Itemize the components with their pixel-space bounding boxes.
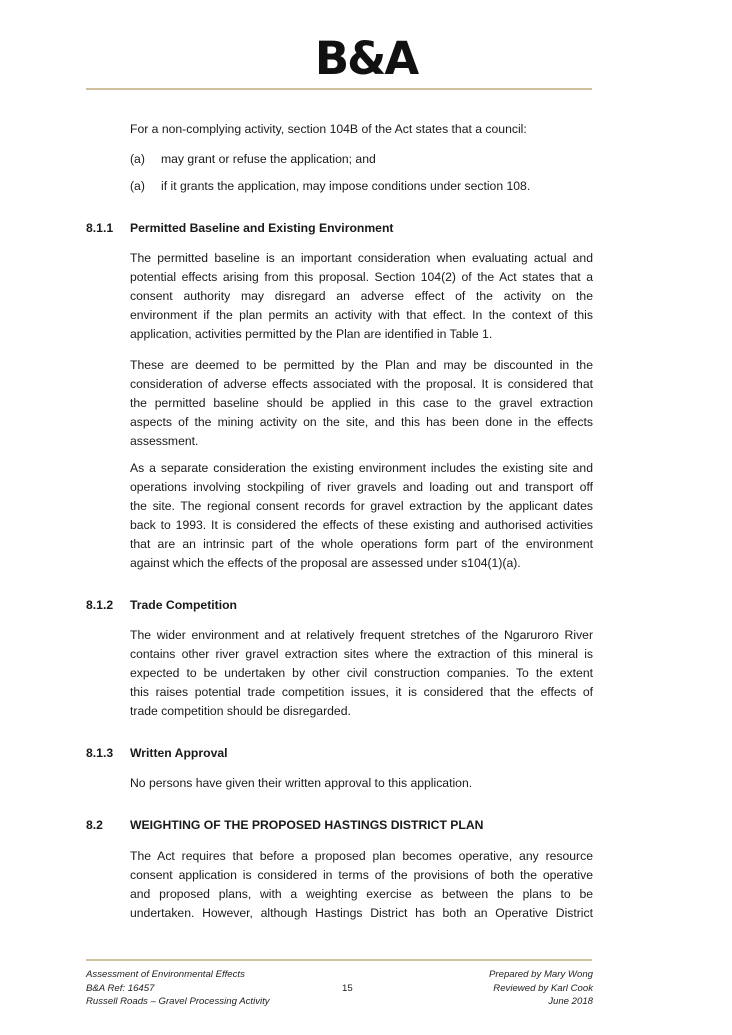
page-number: 15 (342, 983, 353, 994)
footer-left (86, 968, 270, 1009)
section-number: 8.1.3 (86, 746, 114, 760)
text-line: and proposed plans, with a weighting exercise as between the plans to be (130, 887, 593, 901)
section-number: 8.1.2 (86, 598, 114, 612)
paragraph (130, 847, 593, 923)
text-line: These are deemed to be permitted by the Plan and may be discounted in the (130, 358, 593, 372)
list-text: may grant or refuse the application; and (161, 152, 376, 166)
text-line: back to 1993. It is considered the effects of these existing and authorised activities (130, 518, 593, 532)
text-line: The permitted baseline is an important consideration when evaluating actual and (130, 251, 593, 265)
text-line: No persons have given their written approval to this application. (130, 776, 473, 790)
paragraph (130, 774, 593, 793)
text-line: that are an intrinsic part of the whole operations form part of the environment (130, 537, 593, 551)
section-title: Trade Competition (130, 598, 237, 612)
text-line: As a separate consideration the existing environment includes the existing site and (130, 461, 593, 475)
text-line: potential effects arising from this proposal. Section 104(2) of the Act states that a (130, 270, 593, 284)
footer-reference: B&A Ref: 16457 (86, 982, 155, 994)
text-line: against which the effects of the proposal are assessed under s104(1)(a). (130, 556, 521, 570)
text-line: The Act requires that before a proposed plan becomes operative, any resource (130, 849, 593, 863)
footer-document-title: Assessment of Environmental Effects (86, 969, 245, 980)
section-number: 8.1.1 (86, 221, 114, 235)
footer-date: June 2018 (548, 996, 593, 1007)
text-line: contains other river gravel extraction sites where the extraction of this mineral is (130, 647, 593, 661)
header-divider (86, 88, 592, 90)
list-marker: (a) (130, 179, 145, 193)
text-line: environment if the plan permits an activity with that effect. In the context of this (130, 308, 593, 322)
paragraph (130, 626, 593, 721)
brand-logo: B&A (314, 32, 418, 85)
footer-right (489, 968, 593, 1009)
text-line: application, activities permitted by the Plan are identified in Table 1. (130, 327, 493, 341)
text-line: consent application is considered in terms of the provisions of both the operative (130, 868, 593, 882)
footer-project: Russell Roads – Gravel Processing Activity (86, 996, 270, 1007)
text-line: trade competition should be disregarded. (130, 704, 351, 718)
text-line: expected to be undertaken by other civil construction companies. To the extent (130, 666, 593, 680)
section-title: WEIGHTING OF THE PROPOSED HASTINGS DISTRICT PLAN (130, 818, 484, 832)
paragraph (130, 459, 593, 573)
list-marker: (a) (130, 152, 145, 166)
footer-divider (86, 959, 592, 961)
text-line: assessment. (130, 434, 199, 448)
intro-line: For a non-complying activity, section 104B of the Act states that a council: (130, 122, 527, 136)
intro-paragraph (130, 120, 593, 139)
text-line: consideration of adverse effects associated with the proposal. It is considered that (130, 377, 593, 391)
text-line: operations involving stockpiling of river gravels and loading out and transport off (130, 480, 593, 494)
paragraph (130, 356, 593, 451)
list-text: if it grants the application, may impose conditions under section 108. (161, 179, 531, 193)
footer-prepared-by: Prepared by Mary Wong (489, 969, 593, 980)
section-title: Written Approval (130, 746, 228, 760)
text-line: the site. The regional consent records for gravel extraction by the applicant dates (130, 499, 593, 513)
text-line: this raises potential trade competition issues, it is considered that the effects of (130, 685, 593, 699)
section-title: Permitted Baseline and Existing Environment (130, 221, 394, 235)
text-line: aspects of the mining activity on the site, and this has been done in the effects (130, 415, 593, 429)
text-line: The wider environment and at relatively frequent stretches of the Ngaruroro River (130, 628, 593, 642)
section-number: 8.2 (86, 818, 103, 832)
text-line: consent authority may disregard an adverse effect of the activity on the (130, 289, 593, 303)
text-line: undertaken. However, although Hastings District has both an Operative District (130, 906, 593, 920)
footer-reviewed-by: Reviewed by Karl Cook (493, 982, 593, 994)
text-line: the permitted baseline should be applied in this case to the gravel extraction (130, 396, 593, 410)
paragraph (130, 249, 593, 344)
